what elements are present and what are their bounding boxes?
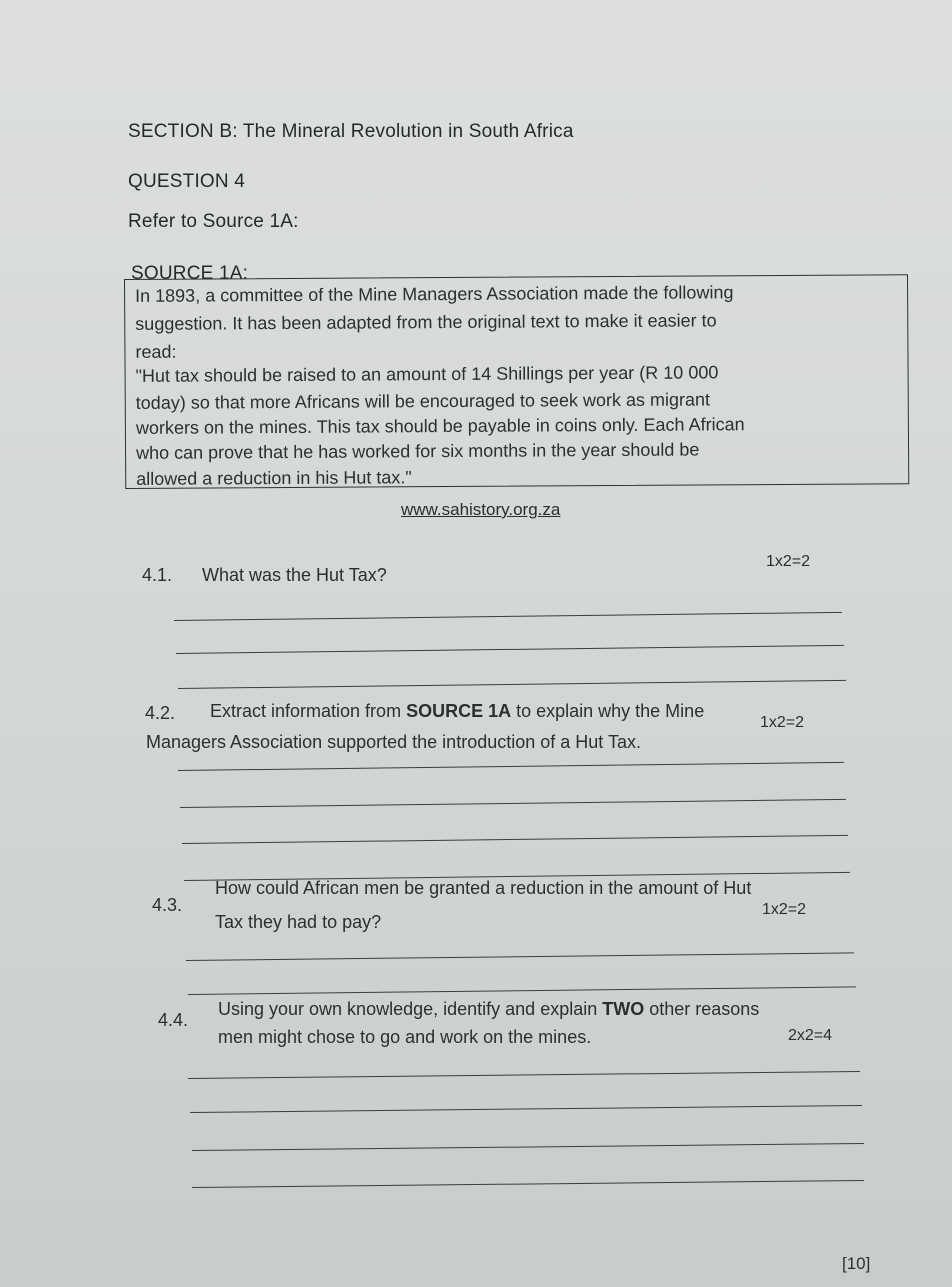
source-line: suggestion. It has been adapted from the original text to make it easier to: [135, 310, 717, 334]
marks-label: 2x2=4: [788, 1027, 833, 1044]
answer-line[interactable]: [188, 986, 856, 995]
question-text: How could African men be granted a reduction in the amount of Hut: [215, 878, 752, 898]
source-line: In 1893, a committee of the Mine Managers Association made the following: [135, 282, 734, 306]
source-line: allowed a reduction in his Hut tax.": [136, 467, 412, 489]
source-line: who can prove that he has worked for six months in the year should be: [136, 439, 700, 463]
answer-line[interactable]: [182, 835, 848, 844]
marks-label: 1x2=2: [760, 714, 805, 731]
question-text-line2: Managers Association supported the introduction of a Hut Tax.: [146, 732, 641, 752]
marks-label: 1x2=2: [762, 901, 807, 918]
total-marks: [10]: [842, 1254, 871, 1273]
answer-line[interactable]: [176, 645, 844, 654]
question-text-line2: men might chose to go and work on the mines.: [218, 1027, 592, 1047]
question-text: What was the Hut Tax?: [202, 565, 387, 585]
source-line: read:: [135, 341, 177, 362]
answer-line[interactable]: [192, 1143, 864, 1151]
question-text: Extract information from SOURCE 1A to explain why the Mine: [210, 701, 705, 721]
refer-text: Refer to Source 1A:: [128, 211, 299, 232]
source-label: SOURCE 1A:: [131, 263, 249, 284]
question-number: 4.2.: [145, 703, 176, 723]
source-line: today) so that more Africans will be encouraged to seek work as migrant: [135, 389, 711, 413]
source-url: www.sahistory.org.za: [401, 500, 561, 519]
answer-line[interactable]: [188, 1071, 860, 1079]
source-line: "Hut tax should be raised to an amount of 14 Shillings per year (R 10 000: [135, 362, 719, 386]
answer-line[interactable]: [174, 612, 842, 621]
answer-line[interactable]: [178, 680, 846, 689]
answer-line[interactable]: [192, 1180, 864, 1188]
source-line: workers on the mines. This tax should be payable in coins only. Each African: [135, 414, 745, 438]
question-heading: QUESTION 4: [128, 171, 246, 192]
question-number: 4.4.: [158, 1010, 189, 1030]
answer-line[interactable]: [178, 762, 844, 771]
answer-line[interactable]: [180, 799, 846, 808]
marks-label: 1x2=2: [766, 553, 811, 570]
section-title: SECTION B: The Mineral Revolution in South Africa: [128, 121, 574, 142]
question-text-line2: Tax they had to pay?: [215, 912, 382, 932]
question-text: Using your own knowledge, identify and explain TWO other reasons: [218, 999, 760, 1019]
answer-line[interactable]: [190, 1105, 862, 1113]
source-box: [124, 274, 909, 489]
question-number: 4.3.: [152, 895, 183, 915]
answer-line[interactable]: [186, 952, 854, 961]
question-number: 4.1.: [142, 565, 173, 585]
